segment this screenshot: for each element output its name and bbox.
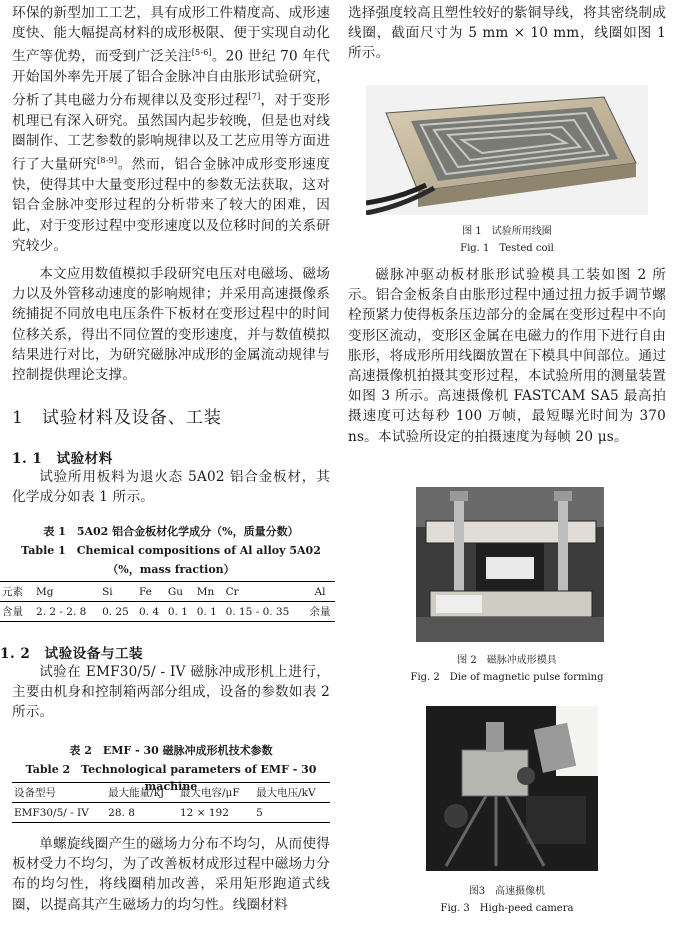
paragraph-die-and-camera: 磁脉冲驱动板材胀形试验模具工装如图 2 所示。铝合金板条自由胀形过程中通过扭力扳手调节螺栓预紧力使得板条压边部分的金属在变形过程中不向变形区流动，变形区金属在电磁力的作用下进行自由胀形，将成形所用线圈放置在下模具中间部位。通过高速摄像机拍摄其变形过程，本试验所用的测量装置如图 3 所示。高速摄像机 FASTCAM SA5 最高拍摄速度可达每秒 100 万帧，最短曝光时间为 370 ns。本试验所设定的拍摄速度为每帧 20 μs。	[348, 267, 666, 445]
figure-3-camera-photo	[426, 706, 598, 871]
table2-caption-en: Table 2 Technological parameters of EMF - 30 machine	[25, 763, 317, 793]
figure-1-caption-cn: 图 1 试验所用线圈	[462, 226, 552, 237]
section-heading-1: 1 试验材料及设备、工装	[12, 408, 222, 428]
table1-caption-cn: 表 1 5A02 铝合金板材化学成分（%，质量分数）	[43, 525, 299, 538]
figure-1-caption-en: Fig. 1 Tested coil	[460, 243, 554, 254]
citation: [7]	[248, 92, 261, 102]
figure-1-coil-photo	[366, 85, 648, 215]
paragraph-equipment: 试验在 EMF30/5/ - IV 磁脉冲成形机上进行，主要由机身和控制箱两部分组成，设备的参数如表 2 所示。	[12, 664, 330, 721]
paragraph-materials: 试验所用板料为退火态 5A02 铝合金板材，其化学成分如表 1 所示。	[12, 469, 330, 506]
paragraph-coil-material: 选择强度较高且塑性较好的紫铜导线，将其密绕制成线圈，截面尺寸为 5 mm × 10 mm，线圈如图 1 所示。	[348, 5, 666, 62]
citation: [8-9]	[97, 156, 118, 166]
table1-caption-en-unit: （%，mass fraction）	[107, 563, 235, 576]
table-header-row: 设备型号 最大能量/kJ 最大电容/μF 最大电压/kV	[12, 783, 330, 803]
table1-caption-en: Table 1 Chemical compositions of Al alloy 5A02	[21, 544, 321, 557]
figure-3-caption-cn: 图3 高速摄像机	[468, 886, 546, 897]
subsection-heading-1-1: 1. 1 试验材料	[12, 451, 113, 467]
table2-caption-cn: 表 2 EMF - 30 磁脉冲成形机技术参数	[69, 744, 273, 757]
table2	[12, 782, 330, 823]
table-row: 含量 2. 2 - 2. 8 0. 25 0. 4 0. 1 0. 1 0. 15 - 0. 35 余量	[0, 602, 335, 622]
subsection-heading-1-2: 1. 2 试验设备与工装	[0, 646, 144, 662]
intro-paragraph: 环保的新型加工工艺，具有成形工件精度高、成形速度快、能大幅提高材料的成形极限、便于实现自动化生产等优势，而受到广泛关注[5-6]。20 世纪 70 年代开始国外率先开展了铝合金脉冲自由胀形试验研究，分析了其电磁力分布规律以及变形过程[7]，对于变形机理已有深入研究。虽然国内起步较晚，但是也对线圈制作、工艺参数的影响规律以及工艺应用等方面进行了大量研究[8-9]。然而，铝合金脉冲成形变形速度快，使得其中大量变形过程中的参数无法获取，这对铝合金脉冲变形过程的分析带来了较大的困难，因此，对于变形过程中变形速度以及位移时间的关系研究较少。	[12, 5, 330, 254]
figure-3-caption-en: Fig. 3 High-peed camera	[440, 903, 574, 914]
figure-2-caption-cn: 图 2 磁脉冲成形模具	[457, 655, 557, 666]
citation: [5-6]	[191, 48, 212, 58]
paragraph-study-overview: 本文应用数值模拟手段研究电压对电磁场、磁场力以及外管移动速度的影响规律；并采用高速摄像系统捕捉不同放电电压条件下板材在变形过程中的时间位移关系，得出不同位置的变形速度，并与数值模拟结果进行对比，为研究磁脉冲成形的金属流动规律与控制提供理论支撑。	[12, 266, 330, 384]
table-row: EMF30/5/ - IV 28. 8 12 × 192 5	[12, 803, 330, 823]
figure-2-die-photo	[416, 487, 604, 642]
paragraph-coil-design: 单螺旋线圈产生的磁场力分布不均匀，从而使得板材受力不均匀，为了改善板材成形过程中磁场力分布的均匀性，将线圈稍加改善，采用矩形跑道式线圈，以提高其产生磁场力的均匀性。线圈材料	[12, 836, 330, 913]
table-header-row: 元素 Mg Si Fe Gu Mn Cr Al	[0, 582, 335, 602]
figure-2-caption-en: Fig. 2 Die of magnetic pulse forming	[410, 672, 604, 683]
table1	[0, 581, 335, 622]
